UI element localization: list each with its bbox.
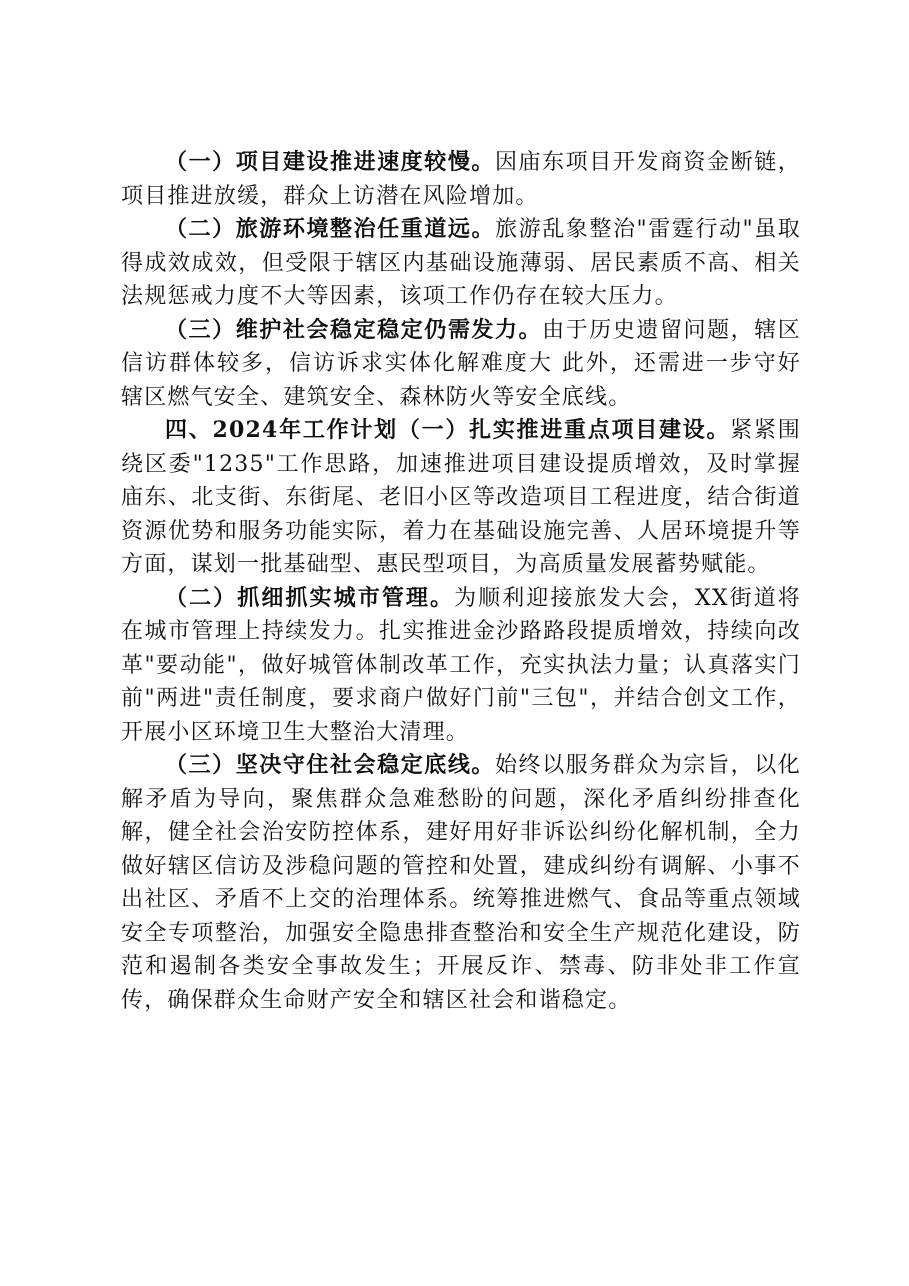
paragraph-city-management	[121, 582, 801, 750]
paragraph-text: 旅游乱象整治"雷霆行动"虽取得成效成效，但受限于辖区内基础设施薄弱、居民素质不高、相关法规惩戒力度不大等因素，该项工作仍存在较大压力。	[121, 217, 801, 309]
paragraph-heading: （三）维护社会稳定稳定仍需发力。	[165, 316, 543, 343]
paragraph-project-progress	[121, 146, 801, 213]
paragraph-text: 紧紧围绕区委"1235"工作思路，加速推进项目建设提质增效，及时掌握庙东、北支街、东街尾、老旧小区等改造项目工程进度，结合街道资源优势和服务功能实际，着力在基础设施完善、人居环境提升等方面，谋划一批基础型、惠民型项目，为高质量发展蓄势赋能。	[121, 418, 801, 577]
paragraph-heading: （二）旅游环境整治任重道远。	[165, 216, 496, 242]
paragraph-heading: （一）项目建设推进速度较慢。	[165, 149, 495, 175]
paragraph-stability-bottom-line	[121, 749, 801, 1017]
paragraph-text: 因庙东项目开发商资金断链，项目推进放缓，群众上访潜在风险增加。	[121, 150, 801, 209]
paragraph-heading: （二）抓细抓实城市管理。	[165, 584, 455, 611]
paragraph-text: 为顺利迎接旅发大会，XX街道将在城市管理上持续发力。扎实推进金沙路路段提质增效，持续向改革"要动能"，做好城管体制改革工作，充实执法力量；认真落实门前"两进"责任制度，要求商户做好门前"三包"，并结合创文工作，开展小区环境卫生大整治大清理。	[121, 585, 801, 745]
document-body	[121, 146, 801, 1017]
paragraph-text: 由于历史遗留问题，辖区信访群体较多，信访诉求实体化解难度大 此外，还需进一步守好辖区燃气安全、建筑安全、森林防火等安全底线。	[121, 317, 802, 410]
paragraph-text: 始终以服务群众为宗旨，以化解矛盾为导向，聚焦群众急难愁盼的问题，深化矛盾纠纷排查化解，健全社会治安防控体系，建好用好非诉讼纠纷化解机制，全力做好辖区信访及涉稳问题的管控和处置，建成纠纷有调解、小事不出社区、矛盾不上交的治理体系。统筹推进燃气、食品等重点领域安全专项整治，加强安全隐患排查整治和安全生产规范化建设，防范和遏制各类安全事故发生；开展反诈、禁毒、防非处非工作宣传，确保群众生命财产安全和辖区社会和谐稳定。	[121, 753, 801, 1013]
paragraph-heading: （三）坚决守住社会稳定底线。	[165, 752, 495, 778]
paragraph-tourism-environment	[121, 213, 801, 314]
paragraph-work-plan-projects	[121, 414, 801, 582]
paragraph-social-stability	[121, 314, 801, 415]
section-heading: 四、2024年工作计划（一）扎实推进重点项目建设。	[165, 417, 731, 443]
